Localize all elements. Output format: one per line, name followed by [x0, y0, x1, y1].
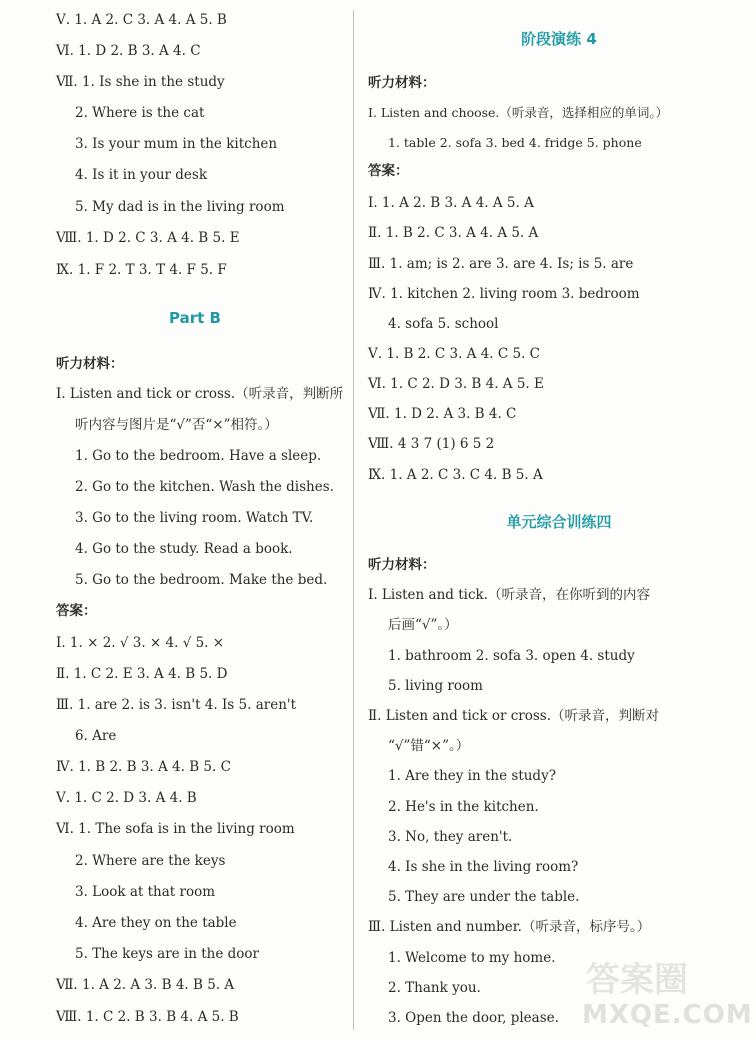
transcript-line: 5. Go to the bedroom. Make the bed. — [75, 572, 328, 588]
answer-line: 5. The keys are in the door — [75, 946, 260, 962]
watermark-url-text: MXQE.COM — [582, 1000, 753, 1030]
listening-label: 听力材料： — [56, 356, 124, 372]
answer-line: Ⅲ. 1. am; is 2. are 3. are 4. Is; is 5. are — [368, 256, 634, 272]
instruction-line: Ⅱ. Listen and tick or cross.（听录音，判断对 — [368, 708, 659, 724]
transcript-line: 1. Welcome to my home. — [388, 950, 556, 966]
instruction-line: Ⅰ. Listen and tick.（听录音，在你听到的内容 — [368, 587, 650, 603]
section-title: Part B — [169, 309, 221, 327]
section-title: 单元综合训练四 — [506, 513, 612, 531]
transcript-line: 1. Go to the bedroom. Have a sleep. — [75, 448, 322, 464]
answer-line: Ⅱ. 1. B 2. C 3. A 4. A 5. A — [368, 225, 539, 241]
answers-label: 答案： — [368, 163, 409, 179]
instruction-line: Ⅰ. Listen and choose.（听录音，选择相应的单词。） — [368, 105, 669, 120]
answer-line: 4. Are they on the table — [75, 915, 237, 931]
answer-line: Ⅸ. 1. F 2. T 3. T 4. F 5. F — [56, 262, 227, 278]
watermark-logo — [574, 950, 753, 1034]
section-title: 阶段演练 4 — [521, 30, 597, 48]
column-divider — [353, 10, 354, 1030]
transcript-line: 2. Thank you. — [388, 980, 481, 996]
transcript-line: 1. table 2. sofa 3. bed 4. fridge 5. phone — [388, 135, 642, 150]
answer-line: 2. Where are the keys — [75, 853, 226, 869]
answer-line: Ⅵ. 1. C 2. D 3. B 4. A 5. E — [368, 376, 544, 392]
answer-line: Ⅳ. 1. B 2. B 3. A 4. B 5. C — [56, 759, 231, 775]
answer-line: Ⅰ. 1. A 2. B 3. A 4. A 5. A — [368, 195, 534, 211]
answer-line: 4. Is it in your desk — [75, 167, 207, 183]
answer-line: Ⅶ. 1. Is she in the study — [56, 74, 225, 90]
answer-line: Ⅷ. 4 3 7 (1) 6 5 2 — [368, 436, 495, 452]
answer-line: Ⅴ. 1. B 2. C 3. A 4. C 5. C — [368, 346, 541, 362]
answer-line: Ⅳ. 1. kitchen 2. living room 3. bedroom — [368, 286, 640, 302]
instruction-line: Ⅰ. Listen and tick or cross.（听录音，判断所 — [56, 386, 344, 402]
instruction-line: 后画“√”。） — [388, 617, 458, 633]
answer-line: 3. Look at that room — [75, 884, 216, 900]
answer-line: Ⅵ. 1. D 2. B 3. A 4. C — [56, 43, 201, 59]
transcript-line: 4. Go to the study. Read a book. — [75, 541, 293, 557]
answer-line: 5. My dad is in the living room — [75, 199, 285, 215]
answer-line: Ⅰ. 1. × 2. √ 3. × 4. √ 5. × — [56, 635, 225, 651]
listening-label: 听力材料： — [368, 557, 436, 573]
answer-line: 6. Are — [75, 728, 117, 744]
transcript-line: 3. Go to the living room. Watch TV. — [75, 510, 314, 526]
listening-label: 听力材料： — [368, 75, 436, 91]
answer-line: Ⅴ. 1. C 2. D 3. A 4. B — [56, 790, 197, 806]
instruction-line: Ⅲ. Listen and number.（听录音，标序号。） — [368, 919, 651, 935]
transcript-line: 5. They are under the table. — [388, 889, 580, 905]
transcript-line: 2. He's in the kitchen. — [388, 799, 539, 815]
answer-line: Ⅵ. 1. The sofa is in the living room — [56, 821, 295, 837]
answer-line: Ⅷ. 1. D 2. C 3. A 4. B 5. E — [56, 230, 240, 246]
answer-line: Ⅲ. 1. are 2. is 3. isn't 4. Is 5. aren't — [56, 697, 297, 713]
answer-line: 4. sofa 5. school — [388, 316, 499, 332]
watermark-chinese-text: 答案圈 — [586, 960, 688, 1000]
instruction-line: 听内容与图片是“√”否“×”相符。） — [75, 417, 278, 433]
transcript-line: 1. Are they in the study? — [388, 768, 556, 784]
transcript-line: 3. Open the door, please. — [388, 1010, 559, 1026]
instruction-line: “√”错“×”。） — [388, 738, 470, 754]
transcript-line: 4. Is she in the living room? — [388, 859, 579, 875]
transcript-line: 5. living room — [388, 678, 483, 694]
transcript-line: 1. bathroom 2. sofa 3. open 4. study — [388, 648, 635, 664]
answer-line: Ⅸ. 1. A 2. C 3. C 4. B 5. A — [368, 467, 543, 483]
answer-line: Ⅶ. 1. D 2. A 3. B 4. C — [368, 406, 517, 422]
answer-line: Ⅶ. 1. A 2. A 3. B 4. B 5. A — [56, 977, 235, 993]
answer-line: Ⅱ. 1. C 2. E 3. A 4. B 5. D — [56, 666, 228, 682]
answer-line: 3. Is your mum in the kitchen — [75, 136, 278, 152]
answer-line: Ⅷ. 1. C 2. B 3. B 4. A 5. B — [56, 1009, 239, 1025]
answer-line: Ⅴ. 1. A 2. C 3. A 4. A 5. B — [56, 12, 227, 28]
transcript-line: 3. No, they aren't. — [388, 829, 513, 845]
answer-line: 2. Where is the cat — [75, 105, 205, 121]
transcript-line: 2. Go to the kitchen. Wash the dishes. — [75, 479, 334, 495]
answers-label: 答案： — [56, 603, 97, 619]
